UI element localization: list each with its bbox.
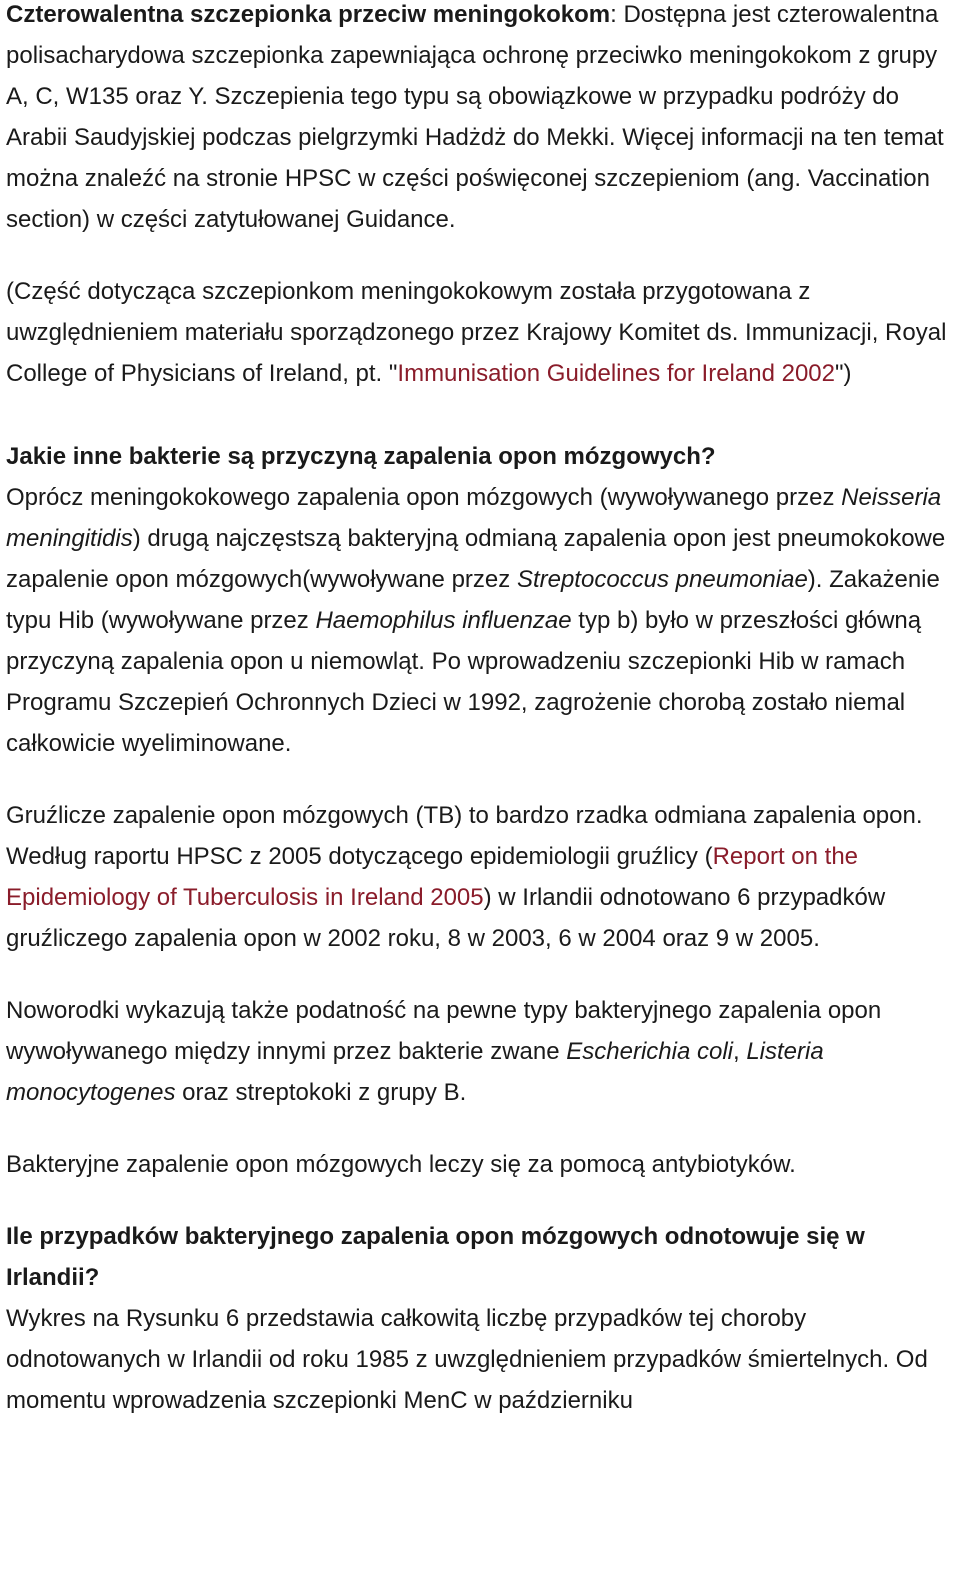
paragraph-text: ). Zakażenie typu Hib (wywoływane przez [6,566,940,634]
paragraph-text: : Dostępna jest czterowalentna polisacharydowa szczepionka zapewniająca ochronę przeciwko meningokokom z grupy A, C, W135 oraz Y. Szczepienia tego typu są obowiązkowe w przypadku podróży do Arabii Saudyjskiej podczas pielgrzymki Hadżdż do Mekki. Więcej informacji na ten temat można znaleźć na stronie HPSC w części poświęconej szczepieniom (ang. Vaccination section) w części zatytułowanej Guidance. [6,1,944,233]
paragraph-text: ) drugą najczęstszą bakteryjną odmianą zapalenia opon jest pneumokokowe zapalenie opon mózgowych(wywoływane przez [6,525,946,593]
paragraph-quadrivalent-vaccine [6,0,954,240]
species-name: Haemophilus influenzae [315,607,572,634]
paragraph-text: ") [834,360,852,387]
paragraph-text: oraz streptokoki z grupy B. [175,1079,467,1106]
paragraph-text: Gruźlicze zapalenie opon mózgowych (TB) to bardzo rzadka odmiana zapalenia opon. Według raportu HPSC z 2005 dotyczącego epidemiologii gruźlicy ( [6,802,923,870]
paragraph-title: Czterowalentna szczepionka przeciw meningokokom [6,1,611,28]
paragraph-source-note [6,271,954,394]
species-name: Escherichia coli [566,1038,733,1065]
paragraph-text: typ b) było w przeszłości główną przyczyną zapalenia opon u niemowląt. Po wprowadzeniu szczepionki Hib w ramach Programu Szczepień Ochronnych Dzieci w 1992, zagrożenie chorobą zostało niemal całkowicie wyeliminowane. [6,607,922,757]
paragraph-text: (Część dotycząca szczepionkom meningokokowym została przygotowana z uwzględnieniem materiału sporządzonego przez Krajowy Komitet ds. Immunizacji, Royal College of Physicians of Ireland, pt. " [6,278,947,387]
species-name: Streptococcus pneumoniae [516,566,808,593]
heading-cases-ireland: Ile przypadków bakteryjnego zapalenia opon mózgowych odnotowuje się w Irlandii? [6,1223,865,1291]
link-tb-report[interactable]: Report on the Epidemiology of Tuberculosis in Ireland 2005 [6,843,859,911]
link-immunisation-guidelines[interactable]: Immunisation Guidelines for Ireland 2002 [397,360,835,387]
paragraph-text: , [732,1038,747,1065]
paragraph-text: Oprócz meningokokowego zapalenia opon mózgowych (wywoływanego przez [6,484,842,511]
species-name: Listeria monocytogenes [6,1038,824,1106]
paragraph-tuberculosis [6,795,954,959]
paragraph-figure-6: Wykres na Rysunku 6 przedstawia całkowitą liczbę przypadków tej choroby odnotowanych w Irlandii od roku 1985 z uwzględnieniem przypadków śmiertelnych. Od momentu wprowadzenia szczepionki MenC w październiku [6,1305,928,1414]
heading-other-bacteria: Jakie inne bakterie są przyczyną zapalenia opon mózgowych? [6,443,716,470]
paragraph-newborns [6,990,954,1113]
paragraph-text: Noworodki wykazują także podatność na pewne typy bakteryjnego zapalenia opon wywoływanego między innymi przez bakterie zwane [6,997,882,1065]
paragraph-other-bacteria [6,477,954,764]
paragraph-text: ) w Irlandii odnotowano 6 przypadków gruźliczego zapalenia opon w 2002 roku, 8 w 2003, 6 w 2004 oraz 9 w 2005. [6,884,886,952]
species-name: Neisseria meningitidis [6,484,942,552]
paragraph-treatment: Bakteryjne zapalenie opon mózgowych leczy się za pomocą antybiotyków. [6,1151,796,1178]
